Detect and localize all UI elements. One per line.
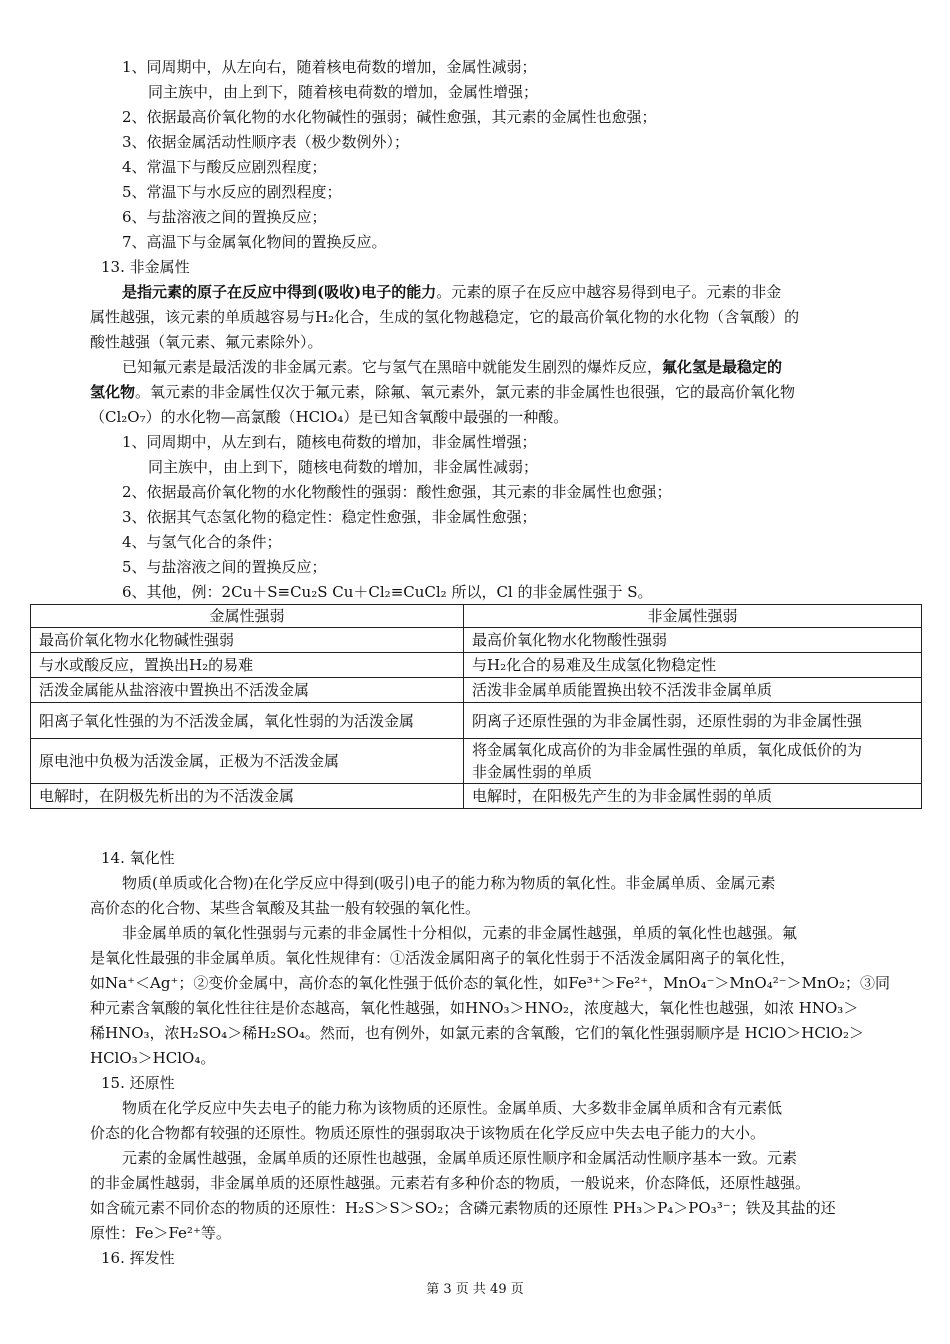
nonmetal-definition-bold: 是指元素的原子在反应中得到(吸收)电子的能力 [122,283,437,301]
table-row [31,628,922,653]
table-row [31,784,922,809]
oxidizing-line: 高价态的化合物、某些含氧酸及其盐一般有较强的氧化性。 [90,899,481,917]
table-cell-metal: 与水或酸反应，置换出H₂的易难 [31,653,464,678]
table-cell-nonmetal: 与H₂化合的易难及生成氢化物稳定性 [464,653,922,678]
nonmetal-paragraph2-line2 [90,381,795,403]
table-cell-nonmetal: 阴离子还原性强的为非金属性弱，还原性弱的为非金属性强 [464,703,922,739]
section-heading-nonmetal: 13. 非金属性 [101,258,190,276]
table-cell-nonmetal: 最高价氧化物水化物酸性强弱 [464,628,922,653]
metal-item-6: 6、与盐溶液之间的置换反应； [122,208,327,226]
nonmetal-paragraph2-line1 [122,356,782,378]
table-header-nonmetal: 非金属性强弱 [464,605,922,628]
table-cell-nonmetal: 活泼非金属单质能置换出较不活泼非金属单质 [464,678,922,703]
table-row [31,678,922,703]
nonmetal-paragraph2-line3: （Cl₂O₇）的水化物—高氯酸（HClO₄）是已知含氧酸中最强的一种酸。 [90,408,569,426]
reducing-line: 价态的化合物都有较强的还原性。物质还原性的强弱取决于该物质在化学反应中失去电子能力的大小。 [90,1124,766,1142]
metal-item-1b: 同主族中，由上到下，随着核电荷数的增加，金属性增强； [148,83,539,101]
table-cell-nonmetal-line1: 将金属氧化成高价的为非金属性强的单质，氧化成低价的为 [472,741,863,759]
metal-item-3: 3、依据金属活动性顺序表（极少数例外）； [122,133,410,151]
reducing-line: 元素的金属性越强，金属单质的还原性也越强，金属单质还原性顺序和金属活动性顺序基本一致。元素 [122,1149,798,1167]
table-row [31,653,922,678]
nonmetal-item-3: 3、依据其气态氢化物的稳定性：稳定性愈强，非金属性愈强； [122,508,537,526]
oxidizing-line: 非金属单质的氧化性强弱与元素的非金属性十分相似，元素的非金属性越强，单质的氧化性也越强。氟 [122,924,798,942]
table-cell-nonmetal [464,739,922,784]
nonmetal-definition-line2: 属性越强，该元素的单质越容易与H₂化合，生成的氢化物越稳定，它的最高价氧化物的水化物（含氧酸）的 [90,308,800,326]
metal-item-2: 2、依据最高价氧化物的水化物碱性的强弱；碱性愈强，其元素的金属性也愈强； [122,108,657,126]
table-cell-nonmetal: 电解时，在阳极先产生的为非金属性弱的单质 [464,784,922,809]
table-row [31,703,922,739]
hydride-bold: 氢化物 [90,383,136,401]
nonmetal-definition-line3: 酸性越强（氧元素、氟元素除外）。 [90,333,323,351]
oxidizing-line: HClO₃＞HClO₄。 [90,1049,216,1067]
nonmetal-item-4: 4、与氢气化合的条件； [122,533,282,551]
hf-most-stable-bold: 氟化氢是最稳定的 [662,358,783,376]
table-cell-metal: 电解时，在阴极先析出的为不活泼金属 [31,784,464,809]
oxidizing-line: 是氧化性最强的非金属单质。氧化性规律有：①活泼金属阳离子的氧化性弱于不活泼金属阳离子的氧化性， [90,949,796,967]
reducing-line: 的非金属性越弱，非金属单质的还原性越强。元素若有多种价态的物质，一般说来，价态降低，还原性越强。 [90,1174,811,1192]
nonmetal-item-6: 6、其他，例：2Cu＋S≡Cu₂S Cu＋Cl₂≡CuCl₂ 所以，Cl 的非金属性强于 S。 [122,583,653,601]
reducing-line: 物质在化学反应中失去电子的能力称为该物质的还原性。金属单质、大多数非金属单质和含有元素低 [122,1099,783,1117]
metal-item-4: 4、常温下与酸反应剧烈程度； [122,158,327,176]
nonmetal-definition-rest: 。元素的原子在反应中越容易得到电子。元素的非金 [436,283,782,301]
oxygen-text: 。氧元素的非金属性仅次于氟元素，除氟、氧元素外，氯元素的非金属性也很强，它的最高价氧化物 [135,383,796,401]
table-cell-metal: 活泼金属能从盐溶液中置换出不活泼金属 [31,678,464,703]
nonmetal-definition-line1 [122,281,781,303]
table-header-row [31,605,922,628]
nonmetal-item-5: 5、与盐溶液之间的置换反应； [122,558,327,576]
oxidizing-line: 如Na⁺＜Ag⁺；②变价金属中，高价态的氧化性强于低价态的氧化性，如Fe³⁺＞Fe²⁺，MnO₄⁻＞MnO₄²⁻＞MnO₂；③同 [90,974,890,992]
metal-item-1: 1、同周期中，从左向右，随着核电荷数的增加，金属性减弱； [122,58,537,76]
table-cell-nonmetal-line2: 非金属性弱的单质 [472,763,593,781]
section-heading-oxidizing: 14. 氧化性 [101,849,175,867]
reducing-line: 原性：Fe＞Fe²⁺等。 [90,1224,231,1242]
oxidizing-line: 物质(单质或化合物)在化学反应中得到(吸引)电子的能力称为物质的氧化性。非金属单质、金属元素 [122,874,776,892]
reducing-line: 如含硫元素不同价态的物质的还原性：H₂S＞S＞SO₂；含磷元素物质的还原性 PH₃＞P₄＞PO₃³⁻；铁及其盐的还 [90,1199,836,1217]
metal-item-5: 5、常温下与水反应的剧烈程度； [122,183,342,201]
fluorine-text: 已知氟元素是最活泼的非金属元素。它与氢气在黑暗中就能发生剧烈的爆炸反应， [122,358,663,376]
oxidizing-line: 种元素含氧酸的氧化性往往是价态越高，氧化性越强，如HNO₃＞HNO₂，浓度越大，氧化性也越强，如浓 HNO₃＞ [90,999,859,1017]
table-header-metal: 金属性强弱 [31,605,464,628]
table-cell-metal: 最高价氧化物水化物碱性强弱 [31,628,464,653]
metal-item-7: 7、高温下与金属氧化物间的置换反应。 [122,233,387,251]
nonmetal-item-1b: 同主族中，由上到下，随核电荷数的增加，非金属性减弱； [148,458,539,476]
oxidizing-line: 稀HNO₃，浓H₂SO₄＞稀H₂SO₄。然而，也有例外，如氯元素的含氧酸，它们的氧化性强弱顺序是 HClO＞HClO₂＞ [90,1024,864,1042]
section-heading-volatile: 16. 挥发性 [101,1249,175,1267]
comparison-table [30,604,922,809]
section-heading-reducing: 15. 还原性 [101,1074,175,1092]
table-cell-metal: 阳离子氧化性强的为不活泼金属，氧化性弱的为活泼金属 [31,703,464,739]
page-number-footer: 第 3 页 共 49 页 [426,1282,524,1297]
nonmetal-item-2: 2、依据最高价氧化物的水化物酸性的强弱：酸性愈强，其元素的非金属性也愈强； [122,483,672,501]
table-row [31,739,922,784]
nonmetal-item-1: 1、同周期中，从左到右，随核电荷数的增加，非金属性增强； [122,433,537,451]
table-cell-metal: 原电池中负极为活泼金属，正极为不活泼金属 [31,739,464,784]
